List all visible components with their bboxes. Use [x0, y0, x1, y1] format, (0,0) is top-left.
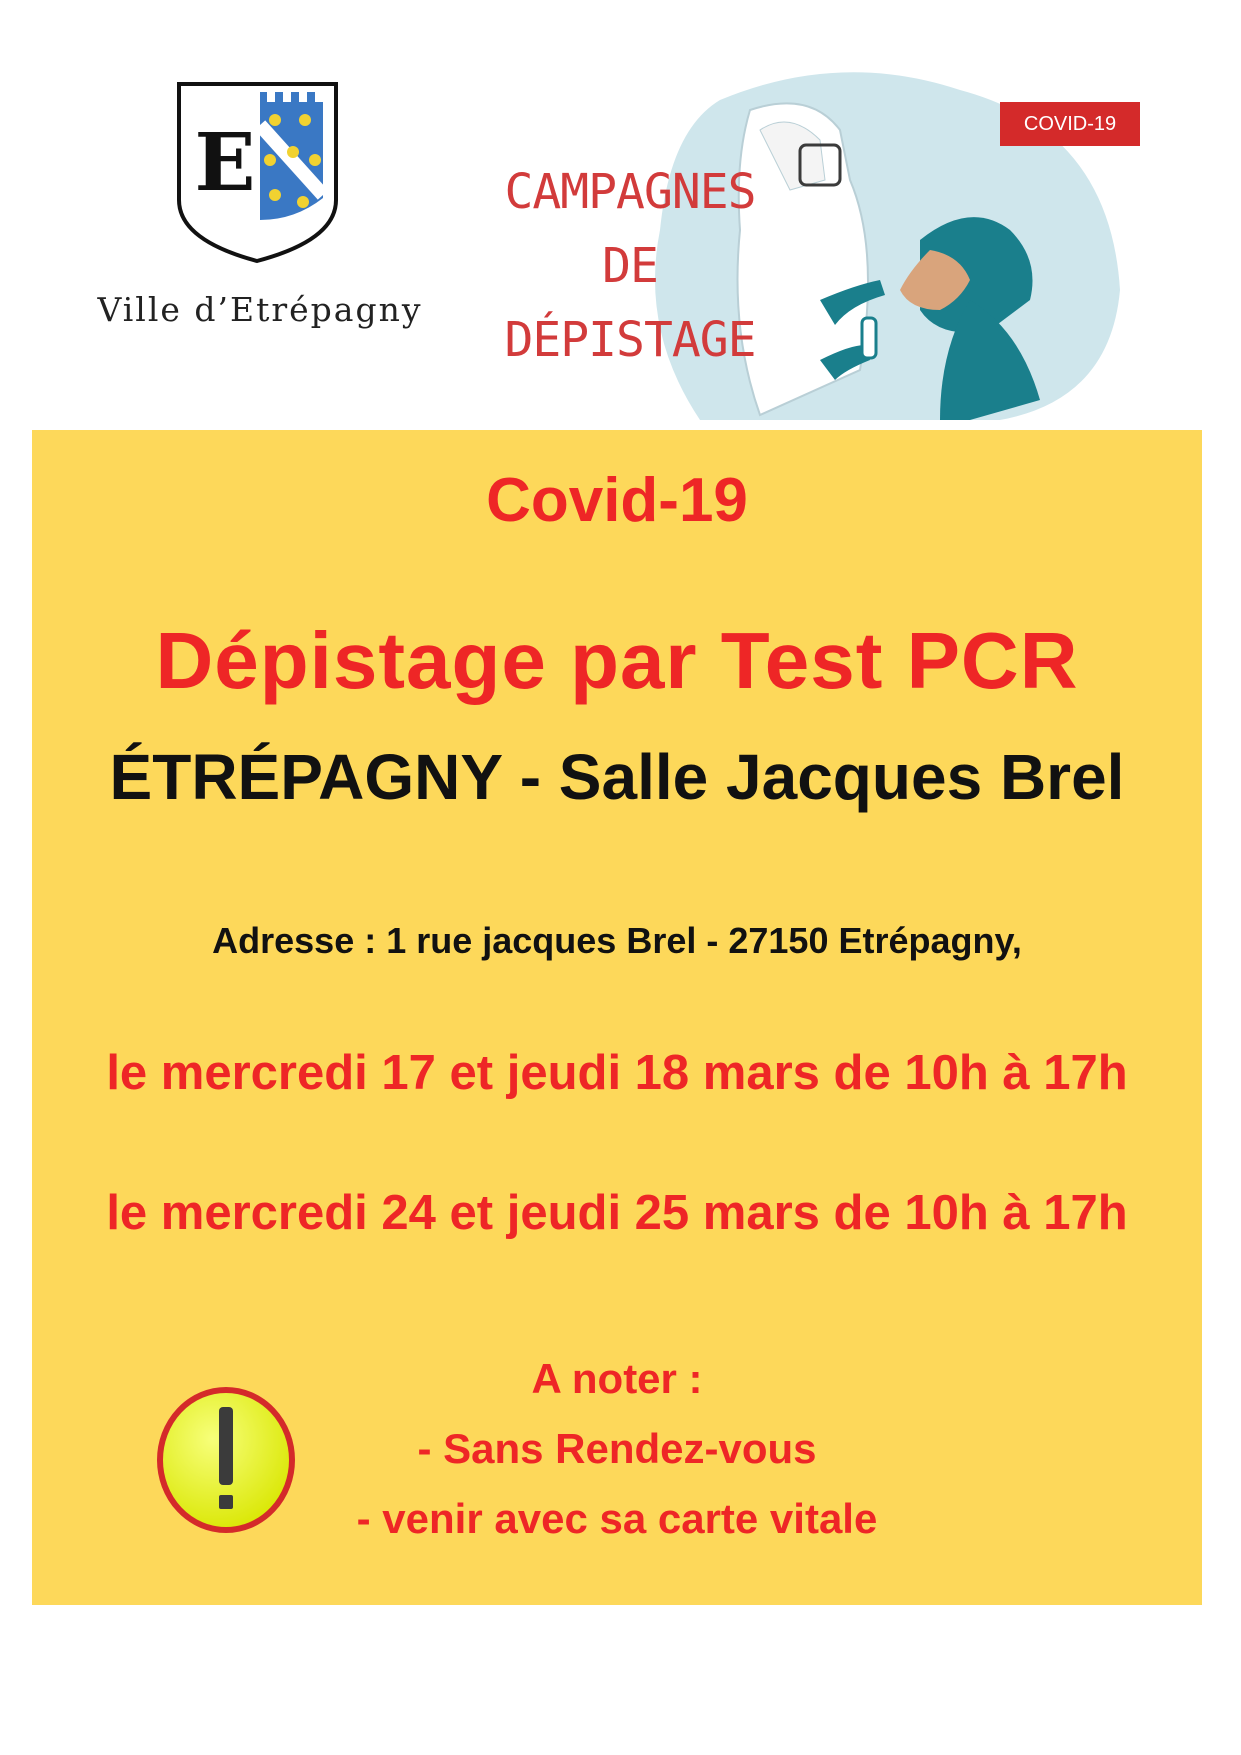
- note-title: A noter :: [531, 1355, 703, 1402]
- poster-title: Dépistage par Test PCR: [155, 616, 1079, 705]
- info-panel: [32, 430, 1202, 1605]
- date-line: le mercredi 24 et jeudi 25 mars de 10h à 17h: [106, 1186, 1128, 1240]
- crest-letter: E: [194, 115, 256, 209]
- campaign-title-line: DE: [602, 238, 658, 294]
- campaign-title-line: DÉPISTAGE: [504, 312, 756, 368]
- exclamation-warning-icon: [155, 1385, 297, 1535]
- note-item: - venir avec sa carte vitale: [356, 1495, 878, 1542]
- poster-heading: Covid-19: [486, 466, 748, 535]
- covid-tag: COVID-19: [1000, 102, 1140, 146]
- poster-header: [0, 0, 1241, 430]
- campaign-title-line: CAMPAGNES: [504, 164, 756, 220]
- date-line: le mercredi 17 et jeudi 18 mars de 10h à 17h: [106, 1046, 1128, 1100]
- town-crest-logo: [175, 80, 340, 265]
- town-name: Ville d’Etrépagny: [97, 290, 423, 329]
- poster-location: ÉTRÉPAGNY - Salle Jacques Brel: [109, 741, 1125, 813]
- note-item: - Sans Rendez-vous: [417, 1425, 817, 1472]
- poster-address: Adresse : 1 rue jacques Brel - 27150 Etrépagny,: [212, 920, 1022, 961]
- campaign-title: [480, 155, 780, 377]
